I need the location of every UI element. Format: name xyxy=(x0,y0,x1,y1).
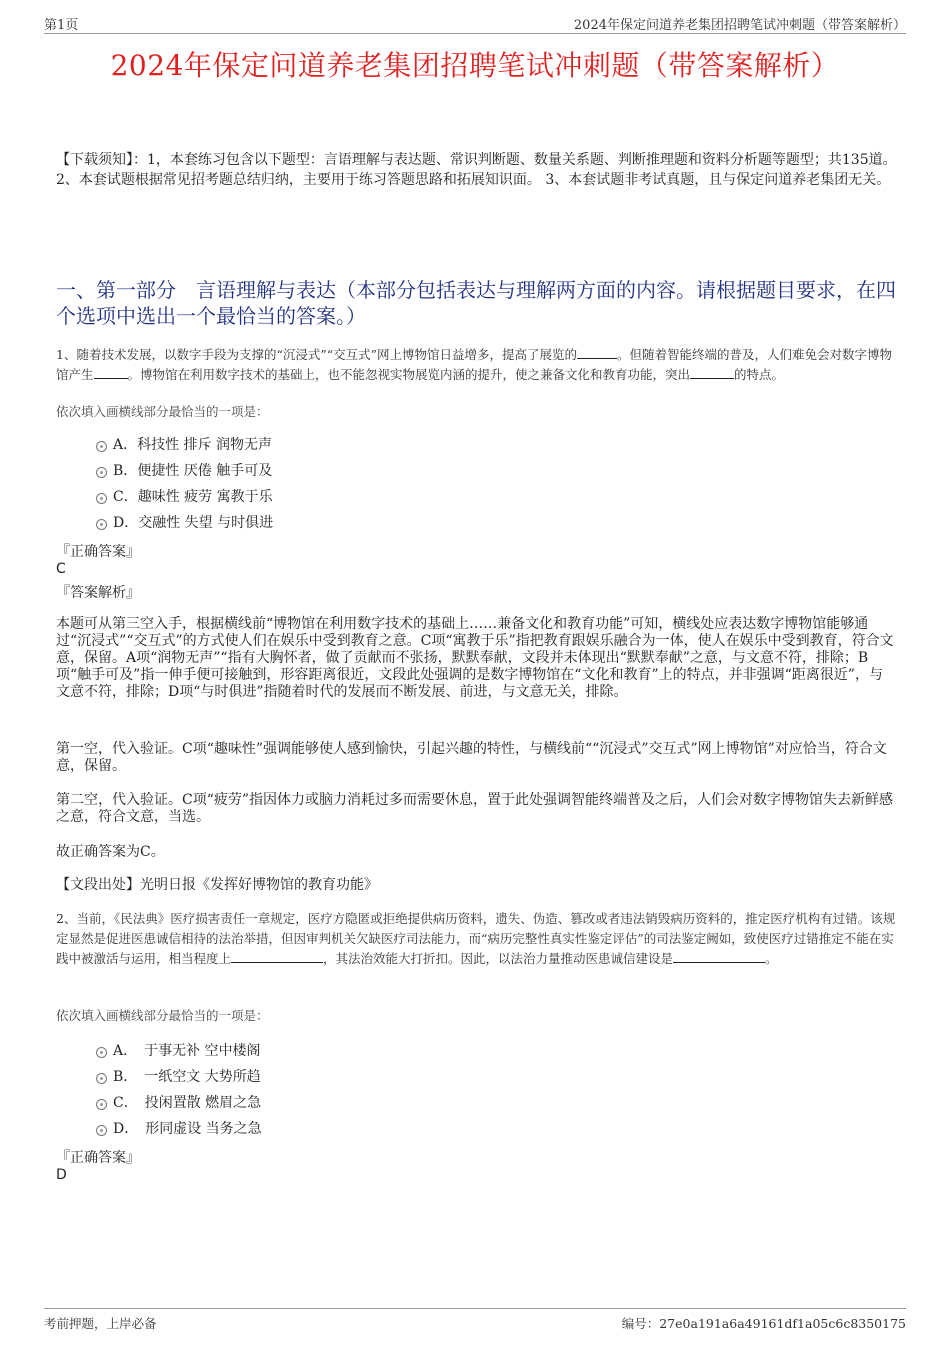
radio-button[interactable] xyxy=(96,1125,107,1136)
blank-2 xyxy=(94,365,128,379)
blank-1 xyxy=(231,949,323,963)
footer-slogan: 考前押题，上岸必备 xyxy=(44,1316,157,1331)
section-heading: 一、第一部分 言语理解与表达（本部分包括表达与理解两方面的内容。请根据题目要求，在四个选项中选出一个最恰当的答案。） xyxy=(56,278,896,328)
blank-2 xyxy=(673,949,765,963)
analysis-paragraph: 第一空，代入验证。C项“趣味性”强调能够使人感到愉快，引起兴趣的特性，与横线前““沉浸式”交互式”网上博物馆”对应恰当，符合文意，保留。 xyxy=(56,741,887,774)
blank-1 xyxy=(577,345,617,359)
header-divider xyxy=(44,33,906,34)
footer-divider xyxy=(44,1308,906,1309)
correct-answer-label: 『正确答案』 xyxy=(56,544,140,560)
correct-answer: C xyxy=(56,561,66,577)
radio-button[interactable] xyxy=(96,441,107,452)
blank-3 xyxy=(690,365,734,379)
radio-button[interactable] xyxy=(96,1099,107,1110)
radio-button[interactable] xyxy=(96,519,107,530)
question-2-text: 2、当前，《民法典》医疗损害责任一章规定，医疗方隐匿或拒绝提供病历资料，遗失、伪造、篡改或者违法销毁病历资料的，推定医疗机构有过错。该规定显然是促进医患诚信相待的法治举措，但因审判机关欠缺医疗司法能力，而“病历完整性真实性鉴定评估”的司法鉴定阙如，致使医疗过错推定不能在实践中被激活与运用，相当程度上 ，其法治效能大打折扣。因此，以法治力量推动医患诚信建设是 。 xyxy=(56,911,896,966)
analysis-conclusion: 故正确答案为C。 xyxy=(56,844,165,860)
header-doc-title: 2024年保定问道养老集团招聘笔试冲刺题（带答案解析） xyxy=(573,18,906,33)
download-notice: 【下载须知】：1，本套练习包含以下题型：言语理解与表达题、常识判断题、数量关系题、判断推理题和资料分析题等题型；共135道。 2、本套试题根据常见招考题总结归纳，主要用于练习答题思路和拓展知识面。 3、本套试题非考试真题，且与保定问道养老集团无关。 xyxy=(56,152,897,188)
radio-button[interactable] xyxy=(96,1073,107,1084)
radio-button[interactable] xyxy=(96,467,107,478)
radio-button[interactable] xyxy=(96,1047,107,1058)
question-1-prompt: 依次填入画横线部分最恰当的一项是： xyxy=(56,404,269,419)
document-id: 编号：27e0a191a6a49161df1a05c6c8350175 xyxy=(621,1316,906,1331)
correct-answer: D xyxy=(56,1167,67,1183)
page-number: 第1页 xyxy=(44,18,79,33)
question-1-text: 1、随着技术发展，以数字手段为支撑的“沉浸式”“交互式”网上博物馆日益增多，提高了展览的 。但随着智能终端的普及，人们难免会对数字博物馆产生 。博物馆在利用数字技术的基础上，也不能忽视实物展览内涵的提升，使之兼备文化和教育功能，突出 的特点。 xyxy=(56,347,893,382)
question-2-prompt: 依次填入画横线部分最恰当的一项是： xyxy=(56,1008,269,1023)
radio-button[interactable] xyxy=(96,493,107,504)
source-citation: 【文段出处】光明日报《发挥好博物馆的教育功能》 xyxy=(56,877,378,893)
analysis-label: 『答案解析』 xyxy=(56,585,140,601)
page-header xyxy=(44,14,906,32)
page-title: 2024年保定问道养老集团招聘笔试冲刺题（带答案解析） xyxy=(110,49,840,82)
page-footer xyxy=(44,1314,906,1332)
analysis-paragraph: 本题可从第三空入手，根据横线前“博物馆在利用数字技术的基础上……兼备文化和教育功能”可知，横线处应表达数字博物馆能够通过“沉浸式”“交互式”的方式使人们在娱乐中受到教育之意。C项“寓教于乐”指把教育跟娱乐融合为一体，使人在娱乐中受到教育，符合文意，保留。A项“润物无声”“指有大胸怀者，做了贡献而不张扬，默默奉献，文段并未体现出“默默奉献”之意，与文意不符，排除；B项“触手可及”指一伸手便可接触到，形容距离很近，文段此处强调的是数字博物馆在“文化和教育”上的特点，并非强调“距离很近”，与文意不符，排除；D项“与时俱进”指随着时代的发展而不断发展、前进，与文意无关，排除。 xyxy=(56,616,894,700)
analysis-paragraph: 第二空，代入验证。C项“疲劳”指因体力或脑力消耗过多而需要休息，置于此处强调智能终端普及之后，人们会对数字博物馆失去新鲜感之意，符合文意，当选。 xyxy=(56,792,894,825)
correct-answer-label: 『正确答案』 xyxy=(56,1150,140,1166)
